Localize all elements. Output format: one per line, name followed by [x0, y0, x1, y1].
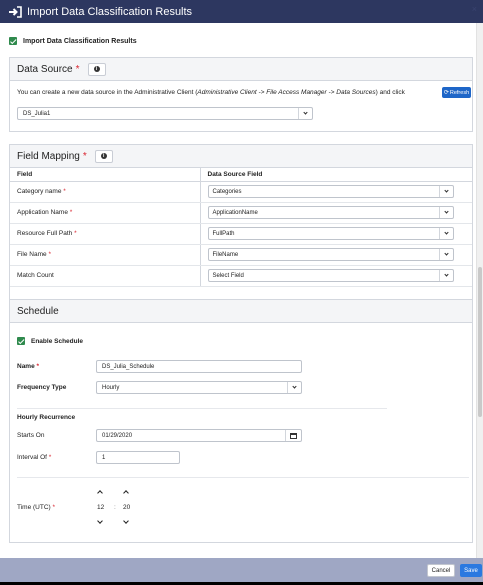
schedule-name-input[interactable] — [96, 360, 302, 373]
selected-value: FullPath — [212, 230, 235, 237]
required-mark: * — [36, 363, 40, 370]
import-results-label: Import Data Classification Results — [23, 37, 137, 45]
schedule-heading: Schedule — [17, 305, 59, 317]
divider — [17, 408, 387, 409]
data-source-selected: DS_Julia1 — [23, 110, 51, 117]
cancel-button[interactable]: Cancel — [427, 564, 455, 577]
field-name: Match Count — [17, 272, 54, 279]
hour-decrement-icon[interactable] — [97, 518, 103, 524]
interval-of-input[interactable] — [96, 451, 180, 464]
title-bar — [0, 0, 483, 23]
frequency-type-label: Frequency Type — [17, 384, 67, 391]
description-prefix: You can create a new data source in the Administrative Client ( — [17, 89, 198, 96]
vertical-scrollbar[interactable] — [476, 23, 483, 558]
data-source-select[interactable] — [17, 107, 313, 120]
time-separator: : — [114, 504, 116, 511]
chevron-down-icon — [439, 207, 453, 218]
column-field: Field — [10, 168, 200, 181]
interval-of-value: 1 — [102, 454, 106, 461]
info-icon: i — [94, 66, 100, 72]
hour-increment-icon[interactable] — [97, 490, 103, 496]
close-icon[interactable]: × — [471, 4, 477, 14]
starts-on-input[interactable] — [96, 429, 302, 442]
field-mapping-table — [10, 168, 472, 287]
refresh-label: Refresh — [449, 89, 470, 96]
table-row — [10, 265, 472, 286]
minute-increment-icon[interactable] — [123, 490, 129, 496]
chevron-down-icon — [298, 108, 312, 119]
enable-schedule-checkbox[interactable] — [17, 337, 25, 345]
table-row — [10, 202, 472, 223]
required-mark: * — [48, 454, 52, 461]
time-utc-label-text: Time (UTC) — [17, 504, 51, 511]
import-results-checkbox-row[interactable] — [9, 37, 137, 45]
column-data-source-field: Data Source Field — [200, 168, 472, 181]
data-source-panel — [9, 57, 473, 132]
dialog-body — [0, 23, 483, 558]
starts-on-label: Starts On — [17, 432, 45, 439]
enable-schedule-row[interactable] — [17, 337, 83, 345]
required-mark: * — [69, 209, 73, 216]
scrollbar-thumb[interactable] — [478, 267, 482, 417]
resource-full-path-select[interactable] — [208, 227, 454, 240]
chevron-down-icon — [287, 382, 301, 393]
hour-value[interactable]: 12 — [97, 504, 105, 511]
selected-value: FileName — [212, 251, 239, 258]
table-row — [10, 223, 472, 244]
data-source-heading: Data Source — [17, 63, 73, 75]
field-name-cell — [10, 265, 200, 286]
field-mapping-heading: Field Mapping — [17, 150, 80, 162]
time-utc-label — [17, 504, 55, 511]
required-mark: * — [52, 504, 56, 511]
match-count-select[interactable] — [208, 269, 454, 282]
selected-value: ApplicationName — [212, 209, 258, 216]
chevron-down-icon — [439, 186, 453, 197]
selected-value: Categories — [212, 188, 242, 195]
refresh-icon: ⟳ — [443, 90, 449, 96]
table-row — [10, 244, 472, 265]
data-source-header — [10, 58, 472, 81]
field-name: Application Name — [17, 209, 68, 216]
application-name-select[interactable] — [208, 206, 454, 219]
data-source-description — [17, 89, 405, 96]
field-name: Resource Full Path — [17, 230, 73, 237]
chevron-down-icon — [439, 228, 453, 239]
chevron-down-icon — [439, 270, 453, 281]
field-select-cell — [200, 244, 472, 265]
field-select-cell — [200, 265, 472, 286]
schedule-name-value: DS_Julia_Schedule — [102, 363, 155, 370]
frequency-type-select[interactable] — [96, 381, 302, 394]
schedule-header — [10, 300, 472, 323]
file-name-select[interactable] — [208, 248, 454, 261]
field-name-cell — [10, 181, 200, 202]
required-mark: * — [63, 188, 66, 195]
divider — [17, 477, 469, 478]
interval-of-label-text: Interval Of — [17, 454, 47, 461]
field-select-cell — [200, 202, 472, 223]
description-path: Administrative Client -> File Access Manager -> Data Sources — [197, 89, 376, 96]
starts-on-value: 01/29/2020 — [102, 432, 133, 439]
category-name-select[interactable] — [208, 185, 454, 198]
chevron-down-icon — [439, 249, 453, 260]
selected-value: Select Field — [212, 272, 244, 279]
field-name-cell — [10, 244, 200, 265]
field-name: Category name — [17, 188, 62, 195]
field-mapping-panel — [9, 144, 473, 314]
field-name: File Name — [17, 251, 47, 258]
field-name-cell — [10, 202, 200, 223]
field-select-cell — [200, 181, 472, 202]
refresh-button[interactable] — [442, 87, 471, 98]
minute-decrement-icon[interactable] — [123, 518, 129, 524]
data-source-info-button[interactable] — [88, 63, 106, 76]
schedule-panel — [9, 299, 473, 543]
required-mark: * — [75, 63, 80, 75]
hourly-recurrence-heading: Hourly Recurrence — [17, 414, 76, 421]
enable-schedule-label: Enable Schedule — [31, 337, 84, 345]
info-icon: i — [101, 153, 107, 159]
save-button[interactable]: Save — [460, 564, 482, 577]
description-suffix: ) and click — [375, 89, 405, 96]
field-mapping-header — [10, 145, 472, 168]
field-select-cell — [200, 223, 472, 244]
required-mark: * — [74, 230, 77, 237]
required-mark: * — [82, 150, 87, 162]
table-row — [10, 181, 472, 202]
dialog-footer — [0, 558, 483, 582]
required-mark: * — [48, 251, 51, 258]
name-label-text: Name — [17, 363, 35, 370]
dialog-title: Import Data Classification Results — [27, 5, 193, 18]
interval-of-label — [17, 454, 51, 461]
minute-value[interactable]: 20 — [123, 504, 131, 511]
calendar-icon[interactable] — [285, 430, 301, 441]
import-icon — [8, 6, 22, 18]
field-mapping-info-button[interactable] — [95, 150, 113, 163]
frequency-type-value: Hourly — [102, 384, 120, 391]
name-label — [17, 363, 39, 370]
field-name-cell — [10, 223, 200, 244]
import-results-checkbox[interactable] — [9, 37, 17, 45]
